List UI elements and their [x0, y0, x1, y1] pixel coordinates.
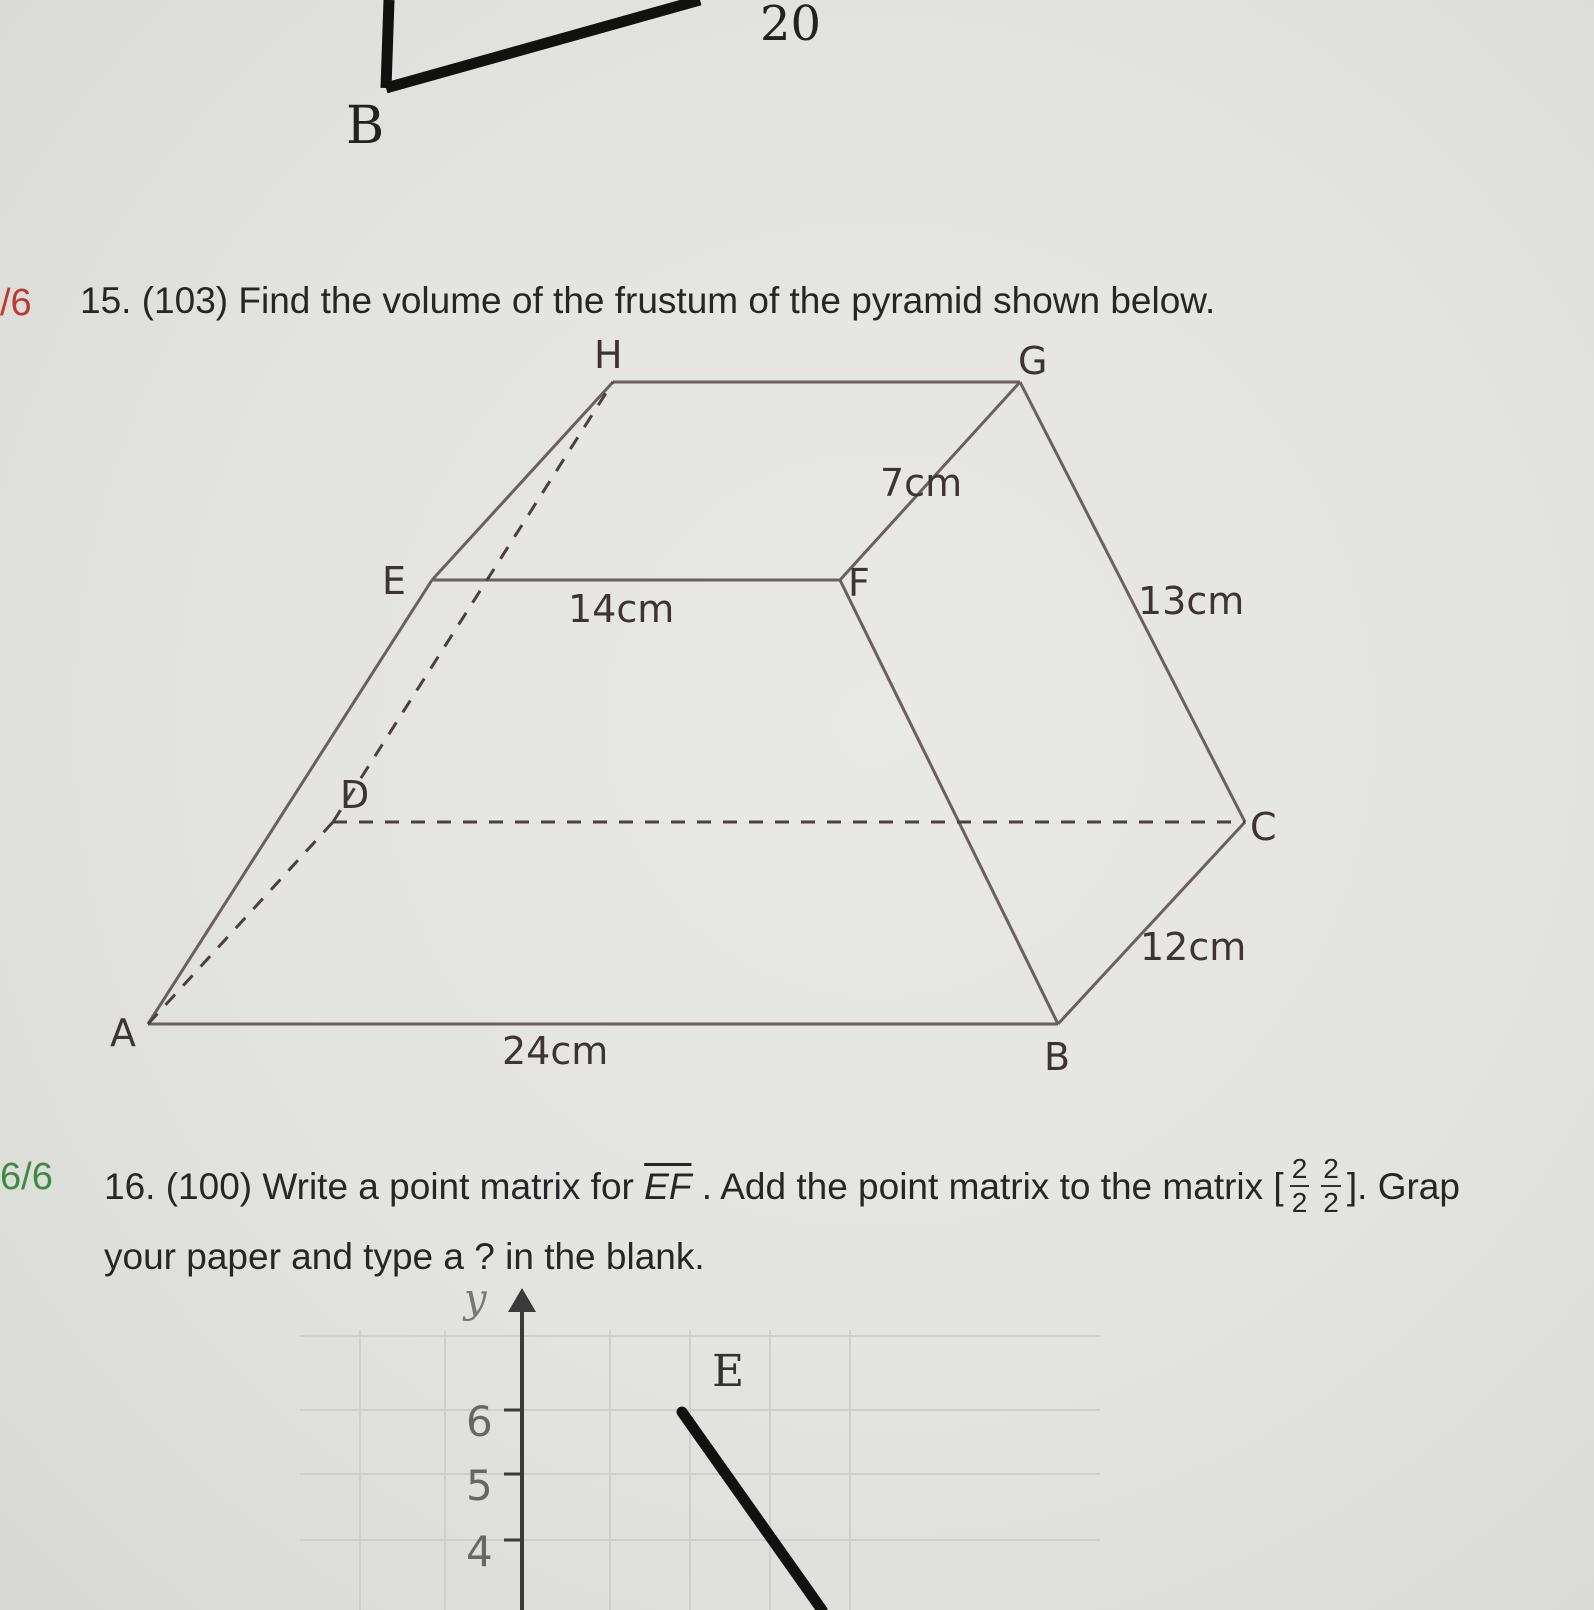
- segment-ef-graph: [682, 1412, 822, 1610]
- point-e-label: E: [712, 1346, 745, 1397]
- question16-line1: [104, 1146, 1460, 1226]
- matrix-entry-2: $\frac{2}{2}$: [1323, 1153, 1339, 1218]
- vertex-label-b-top: B: [346, 96, 385, 156]
- question16-text-before: 16. (100) Write a point matrix for: [104, 1165, 634, 1207]
- vertex-label-h: H: [594, 333, 623, 377]
- matrix-entry-1: $\frac{2}{2}$: [1291, 1153, 1308, 1218]
- measure-top-width: 14cm: [568, 587, 675, 631]
- question15-text: 15. (103) Find the volume of the frustum of the pyramid shown below.: [80, 280, 1216, 321]
- tick-label-4: 4: [466, 1527, 493, 1576]
- triangle-left-edge: [386, 0, 389, 88]
- question16-line2: your paper and type a ? in the blank.: [104, 1236, 705, 1277]
- vertex-label-f: F: [848, 561, 870, 605]
- tick-label-6: 6: [466, 1397, 493, 1446]
- measure-bottom-depth: 12cm: [1140, 925, 1247, 969]
- question16-score: 6/6: [0, 1156, 53, 1198]
- segment-ef: $\overline{EF}$: [644, 1165, 692, 1207]
- tick-label-5: 5: [466, 1461, 493, 1510]
- edge-eh: [432, 382, 613, 580]
- edge-bc: [1058, 822, 1245, 1024]
- vertex-label-g: G: [1018, 339, 1048, 383]
- question16-text-end: ]. Grap: [1346, 1165, 1460, 1207]
- previous-question-figure: [0, 0, 1594, 170]
- measure-top-depth: 7cm: [880, 461, 963, 505]
- frustum-figure: [0, 330, 1594, 1090]
- y-axis-label: y: [464, 1280, 487, 1322]
- measure-slant-edge: 13cm: [1138, 579, 1245, 623]
- vertex-label-e: E: [382, 559, 407, 603]
- coordinate-graph: [0, 1280, 1594, 1610]
- triangle-bottom-edge: [386, 0, 700, 88]
- hidden-edge-ad: [148, 822, 333, 1024]
- vertex-label-d: D: [340, 773, 370, 817]
- side-label-20: 20: [760, 0, 822, 52]
- question16-text-after: . Add the point matrix to the matrix [: [701, 1165, 1284, 1207]
- measure-bottom-width: 24cm: [502, 1029, 609, 1073]
- vertex-label-b: B: [1044, 1035, 1071, 1079]
- question15-score: /6: [0, 282, 32, 324]
- vertex-label-a: A: [110, 1011, 136, 1055]
- vertex-label-c: C: [1250, 805, 1277, 849]
- edge-bf: [840, 580, 1058, 1024]
- edge-ae: [148, 580, 432, 1024]
- y-axis-arrow-icon: [508, 1288, 536, 1312]
